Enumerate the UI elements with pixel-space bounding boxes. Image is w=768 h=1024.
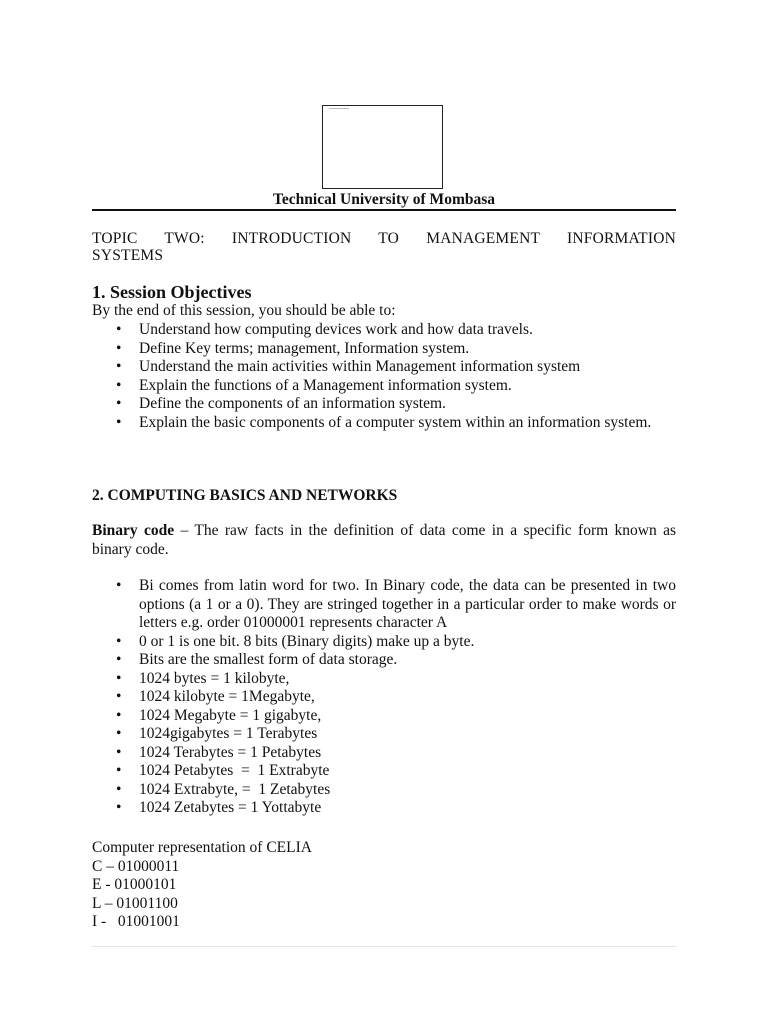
bullet-icon: • (116, 577, 122, 594)
logo-placeholder-mark (329, 108, 349, 109)
list-item: • Understand how computing devices work and how data travels. (116, 321, 533, 338)
bullet-icon: • (116, 358, 122, 375)
footer-rule (92, 946, 676, 947)
objectives-intro: By the end of this session, you should be able to: (92, 302, 396, 319)
representation-line: I - 01001001 (92, 913, 180, 930)
bullet-icon: • (116, 339, 122, 357)
bullet-icon: • (116, 376, 122, 394)
representation-line: L – 01001100 (92, 894, 178, 912)
objectives-list (92, 321, 676, 432)
binary-code-definition: – The raw facts in the definition of data come in a specific form known as binary code. (92, 522, 677, 558)
bullet-icon: • (116, 632, 122, 650)
list-item: • Bi comes from latin word for two. In Binary code, the data can be presented in two options (a 1 or a 0). They are stringed together in a particular order to make words or letters e.g. order 01000001 represents character A (116, 577, 676, 631)
list-item: • 0 or 1 is one bit. 8 bits (Binary digits) make up a byte. (116, 632, 475, 650)
university-logo (322, 105, 443, 189)
binary-facts-list (92, 577, 676, 818)
bullet-icon: • (116, 669, 122, 687)
binary-code-paragraph (92, 522, 676, 559)
bullet-icon: • (116, 413, 122, 431)
list-item: • 1024 Terabytes = 1 Petabytes (116, 743, 322, 761)
header-rule (92, 209, 676, 211)
list-item: • Bits are the smallest form of data storage. (116, 651, 398, 668)
list-item: • Define Key terms; management, Information system. (116, 339, 470, 357)
bullet-icon: • (116, 395, 122, 412)
bullet-icon: • (116, 321, 122, 338)
list-item: • Explain the functions of a Management information system. (116, 376, 512, 394)
bullet-icon: • (116, 688, 122, 705)
celia-representation (92, 839, 312, 932)
computing-basics-heading: 2. COMPUTING BASICS AND NETWORKS (92, 487, 398, 504)
bullet-icon: • (116, 743, 122, 761)
institution-name: Technical University of Mombasa (272, 191, 496, 208)
bullet-icon: • (116, 762, 122, 779)
representation-line: E - 01000101 (92, 876, 177, 893)
topic-title-line-1: TOPIC TWO: INTRODUCTION TO MANAGEMENT INFORMATION (92, 230, 676, 247)
session-objectives-heading: 1. Session Objectives (92, 282, 252, 302)
topic-title-line-2: SYSTEMS (92, 247, 164, 264)
binary-code-term: Binary code (92, 522, 175, 539)
list-item: • 1024gigabytes = 1 Terabytes (116, 725, 318, 742)
representation-title: Computer representation of CELIA (92, 839, 312, 856)
bullet-icon: • (116, 651, 122, 668)
list-item: • Define the components of an information system. (116, 395, 446, 412)
list-item: • 1024 Zetabytes = 1 Yottabyte (116, 799, 322, 816)
bullet-icon: • (116, 799, 122, 816)
list-item: • 1024 kilobyte = 1Megabyte, (116, 688, 315, 705)
topic-title (92, 230, 676, 264)
list-item: • 1024 Megabyte = 1 gigabyte, (116, 706, 322, 724)
bullet-icon: • (116, 706, 122, 724)
bullet-icon: • (116, 725, 122, 742)
list-item: • Understand the main activities within Management information system (116, 358, 581, 375)
list-item: • 1024 Extrabyte, = 1 Zetabytes (116, 780, 331, 798)
bullet-icon: • (116, 780, 122, 798)
list-item: • Explain the basic components of a computer system within an information system. (116, 413, 652, 431)
representation-line: C – 01000011 (92, 857, 180, 875)
list-item: • 1024 Petabytes = 1 Extrabyte (116, 762, 330, 779)
list-item: • 1024 bytes = 1 kilobyte, (116, 669, 290, 687)
